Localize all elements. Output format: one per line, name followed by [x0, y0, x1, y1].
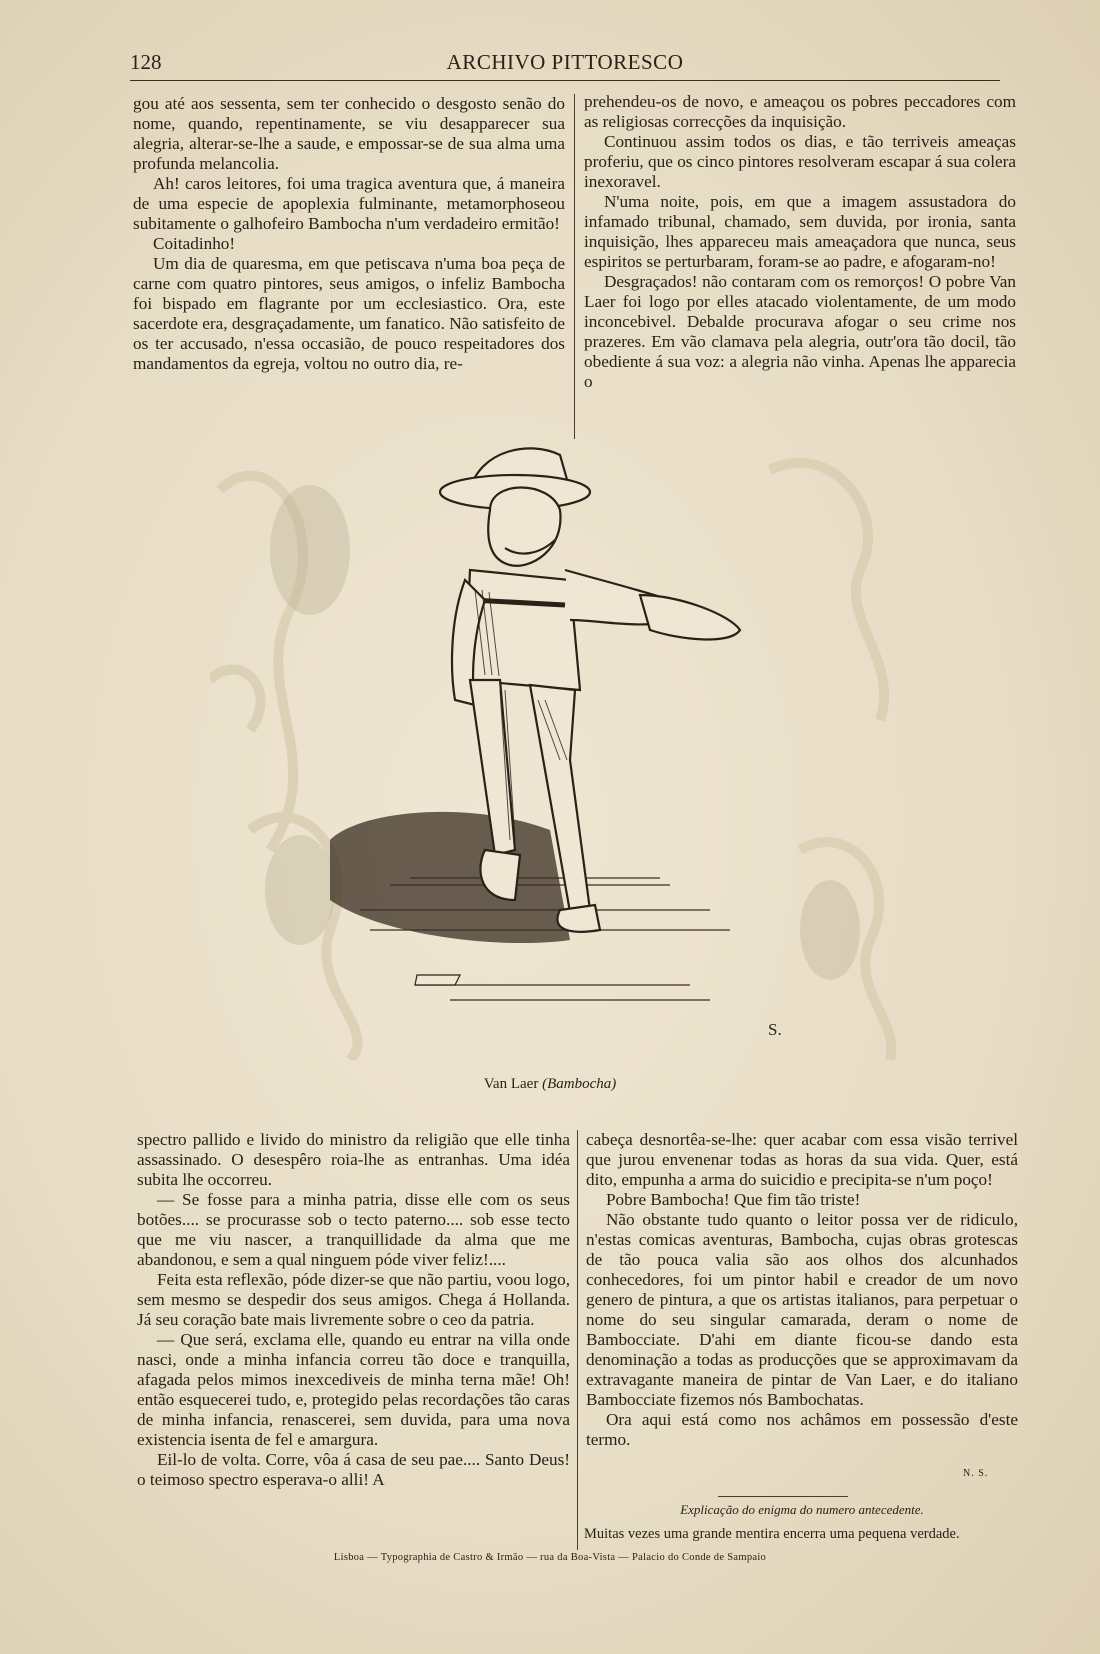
paragraph: cabeça desnortêa-se-lhe: quer acabar com essa visão terrivel que jurou envenenar todas as horas da sua vida. Quer, está dito, empunha a arma do suicidio e precipita-se n'um poço! — [586, 1130, 1018, 1189]
paragraph: — Se fosse para a minha patria, disse elle com os seus botões.... se procurasse sob o tecto paterno.... sob esse tecto que me viu nascer, a tranquillidade da alma que me abandonou, e sem a qual ninguem póde viver feliz!.... — [137, 1190, 570, 1269]
author-signature: N. S. — [963, 1468, 989, 1479]
paragraph: Continuou assim todos os dias, e tão terriveis ameaças proferiu, que os cinco pintores resolveram escapar á sua colera inexoravel. — [584, 132, 1016, 191]
van-laer-engraving — [210, 430, 910, 1060]
enigma-answer: Muitas vezes uma grande mentira encerra uma pequena verdade. — [584, 1526, 960, 1542]
page-header — [130, 50, 1000, 81]
paragraph: Coitadinho! — [153, 234, 236, 253]
bottom-right-column — [586, 1130, 1018, 1450]
paragraph: Ah! caros leitores, foi uma tragica aventura que, á maneira de uma especie de apoplexia fulminante, metamorphoseou subitamente o galhofeiro Bambocha n'um verdadeiro ermitão! — [133, 174, 565, 233]
column-divider — [577, 1130, 578, 1550]
paragraph: Eil-lo de volta. Corre, vôa á casa de seu pae.... Santo Deus! o teimoso spectro esperava-o alli! A — [137, 1450, 570, 1489]
figure-caption — [400, 1076, 700, 1093]
bottom-left-column — [137, 1130, 570, 1490]
paragraph: prehendeu-os de novo, e ameaçou os pobres peccadores com as religiosas correcções da inquisição. — [584, 92, 1016, 131]
printer-imprint: Lisboa — Typographia de Castro & Irmão — rua da Boa-Vista — Palacio do Conde de Sampaio — [333, 1552, 767, 1563]
paragraph: Não obstante tudo quanto o leitor possa ver de ridiculo, n'estas comicas aventuras, Bambocha, cujas obras grotescas de tão pouca valia são aos olhos dos alcunhados conhecedores, foi um pintor habil e creador de um novo genero de pintura, a que os artistas italianos, para perpetuar o nome do seu singular camarada, deram o nome de Bambocciate. D'ahi em diante ficou-se dando esta denominação a todas as producções que se approximavam da extravagante maneira de pintar de Van Laer, e do italiano Bambocciate fizemos nós Bambochatas. — [586, 1210, 1018, 1409]
paragraph: gou até aos sessenta, sem ter conhecido o desgosto senão do nome, quando, repentinamente, se viu desapparecer sua alegria, alterar-se-lhe a saude, e empossar-se de sua alma uma profunda melancolia. — [133, 94, 565, 173]
paragraph: Desgraçados! não contaram com os remorços! O pobre Van Laer foi logo por elles atacado violentamente, de um modo inconcebivel. Debalde procurava afogar o seu crime nos prazeres. Em vão clamava pela alegria, outr'ora tão docil, tão obediente á sua voz: a alegria não vinha. Apenas lhe apparecia o — [584, 272, 1016, 391]
paragraph: N'uma noite, pois, em que a imagem assustadora do infamado tribunal, chamado, sem duvida, por ironia, santa inquisição, lhes appareceu mais ameaçadora que nunca, seus espiritos se perturbaram, foram-se ao padre, e afogaram-no! — [584, 192, 1016, 271]
artist-mark: S. — [768, 1020, 782, 1039]
caption-name: Van Laer — [483, 1076, 539, 1092]
enigma-title: Explicação do enigma do numero antecedente. — [680, 1502, 924, 1517]
top-left-column — [133, 94, 565, 374]
column-divider — [574, 94, 575, 439]
top-right-column — [584, 92, 1016, 392]
paragraph: Feita esta reflexão, póde dizer-se que não partiu, voou logo, sem mesmo se despedir dos seus amigos. Chega á Hollanda. Já seu coração bate mais livremente sobre o ceo da patria. — [137, 1270, 570, 1329]
paragraph: spectro pallido e livido do ministro da religião que elle tinha assassinado. O desespêro roia-lhe as entranhas. Uma idéa subita lhe occorreu. — [137, 1130, 570, 1189]
paragraph: Pobre Bambocha! Que fim tão triste! — [606, 1190, 861, 1209]
paragraph: Um dia de quaresma, em que petiscava n'uma boa peça de carne com quatro pintores, seus amigos, o infeliz Bambocha foi bispado em flagrante por um ecclesiastico. Ora, este sacerdote era, desgraçadamente, um fanatico. Não satisfeito de os ter accusado, n'essa occasião, de pouco respeitadores dos mandamentos da egreja, voltou no outro dia, re- — [133, 254, 565, 373]
journal-title: ARCHIVO PITTORESCO — [446, 50, 684, 74]
section-divider — [718, 1496, 848, 1497]
paragraph: — Que será, exclama elle, quando eu entrar na villa onde nasci, onde a minha infancia correu tão doce e tranquilla, afagada pelos mimos inexcediveis de minha terna mãe! Oh! então esquecerei tudo, e, protegido pelas recordações tão caras de minha infancia, renascerei, sem duvida, para uma nova existencia isenta de fel e amargura. — [137, 1330, 570, 1449]
caption-alias: (Bambocha) — [542, 1076, 617, 1092]
page-number: 128 — [130, 50, 162, 74]
paragraph: Ora aqui está como nos achâmos em possessão d'este termo. — [586, 1410, 1018, 1449]
